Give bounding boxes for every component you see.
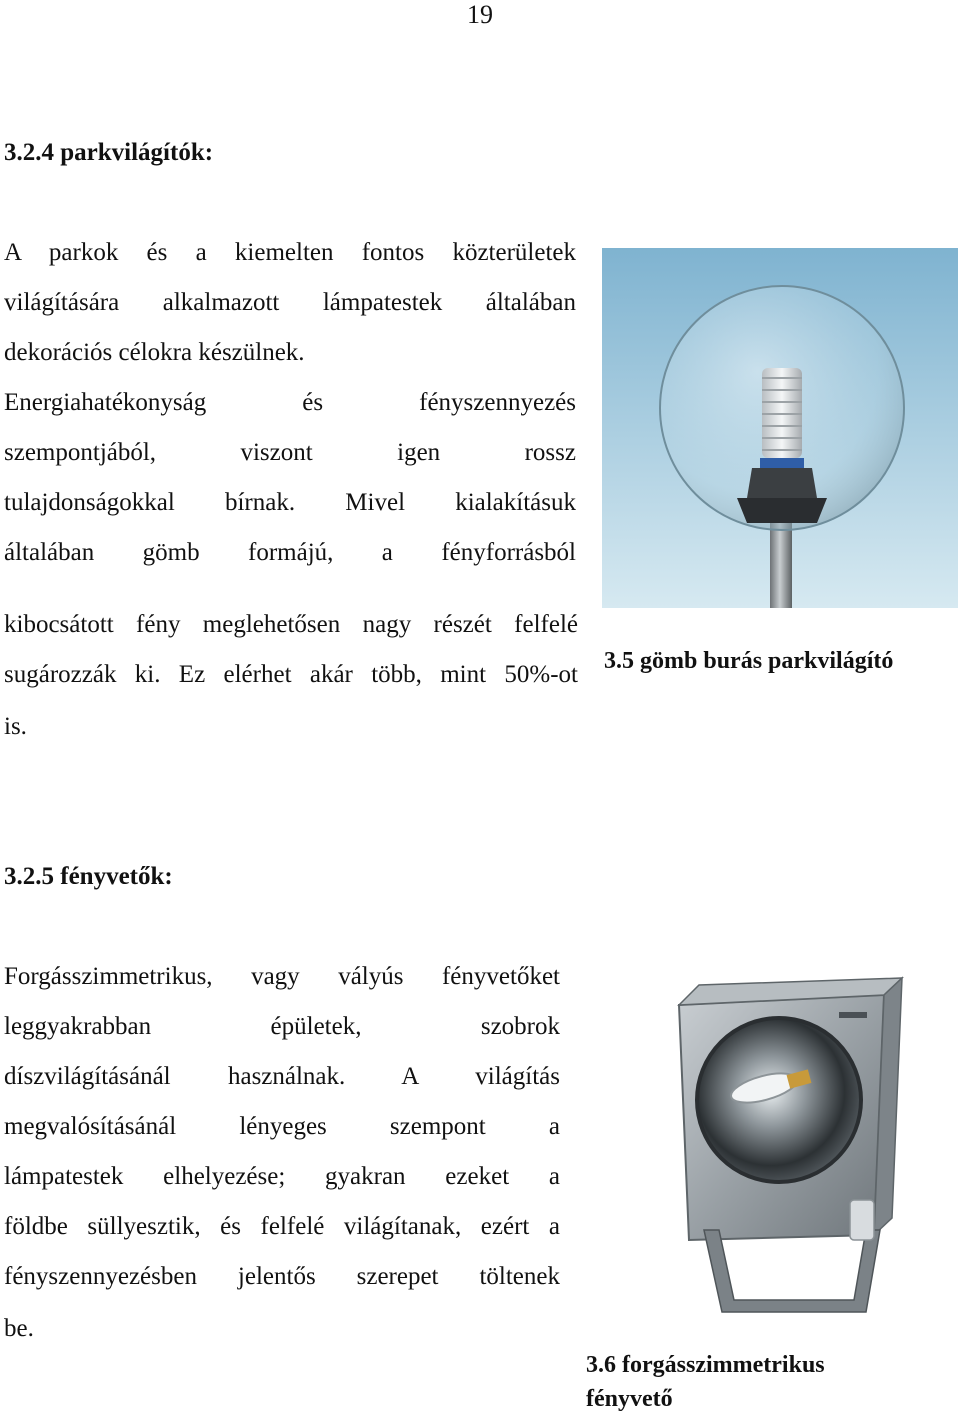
figure-caption: fényvető	[586, 1386, 673, 1412]
paragraph-line: sugározzák ki. Ez elérhet akár több, mint 50%-ot	[4, 661, 578, 688]
paragraph-line: Forgásszimmetrikus, vagy vályús fényvetőket	[4, 963, 560, 990]
paragraph-line: szempontjából, viszont igen rossz	[4, 439, 576, 466]
paragraph-line: földbe süllyesztik, és felfelé világítanak, ezért a	[4, 1213, 560, 1240]
floodlight-photo-icon	[584, 960, 952, 1320]
paragraph-line: világítására alkalmazott lámpatestek általában	[4, 289, 576, 316]
paragraph-line: be.	[4, 1315, 34, 1342]
paragraph-line: kibocsátott fény meglehetősen nagy részét felfelé	[4, 611, 578, 638]
section-heading-fenyvetok: 3.2.5 fényvetők:	[4, 863, 173, 890]
section-heading-parkvilagitok: 3.2.4 parkvilágítók:	[4, 139, 214, 166]
globe-park-lamp-image	[602, 248, 958, 608]
paragraph-line: általában gömb formájú, a fényforrásból	[4, 539, 576, 566]
paragraph-line: megvalósításánál lényeges szempont a	[4, 1113, 560, 1140]
paragraph-line: díszvilágításánál használnak. A világítás	[4, 1063, 560, 1090]
figure-caption: 3.5 gömb burás parkvilágító	[604, 648, 894, 674]
paragraph-line: leggyakrabban épületek, szobrok	[4, 1013, 560, 1040]
paragraph-line: dekorációs célokra készülnek.	[4, 339, 305, 366]
figure-caption: 3.6 forgásszimmetrikus	[586, 1352, 825, 1378]
paragraph-line: A parkok és a kiemelten fontos közterületek	[4, 239, 576, 266]
page-number: 19	[467, 0, 493, 29]
paragraph-line: lámpatestek elhelyezése; gyakran ezeket a	[4, 1163, 560, 1190]
paragraph-line: tulajdonságokkal bírnak. Mivel kialakításuk	[4, 489, 576, 516]
globe-park-lamp-photo-icon	[602, 248, 958, 608]
paragraph-line: is.	[4, 713, 27, 740]
paragraph-line: Energiahatékonyság és fényszennyezés	[4, 389, 576, 416]
floodlight-image	[584, 960, 952, 1320]
paragraph-line: fényszennyezésben jelentős szerepet töltenek	[4, 1263, 560, 1290]
